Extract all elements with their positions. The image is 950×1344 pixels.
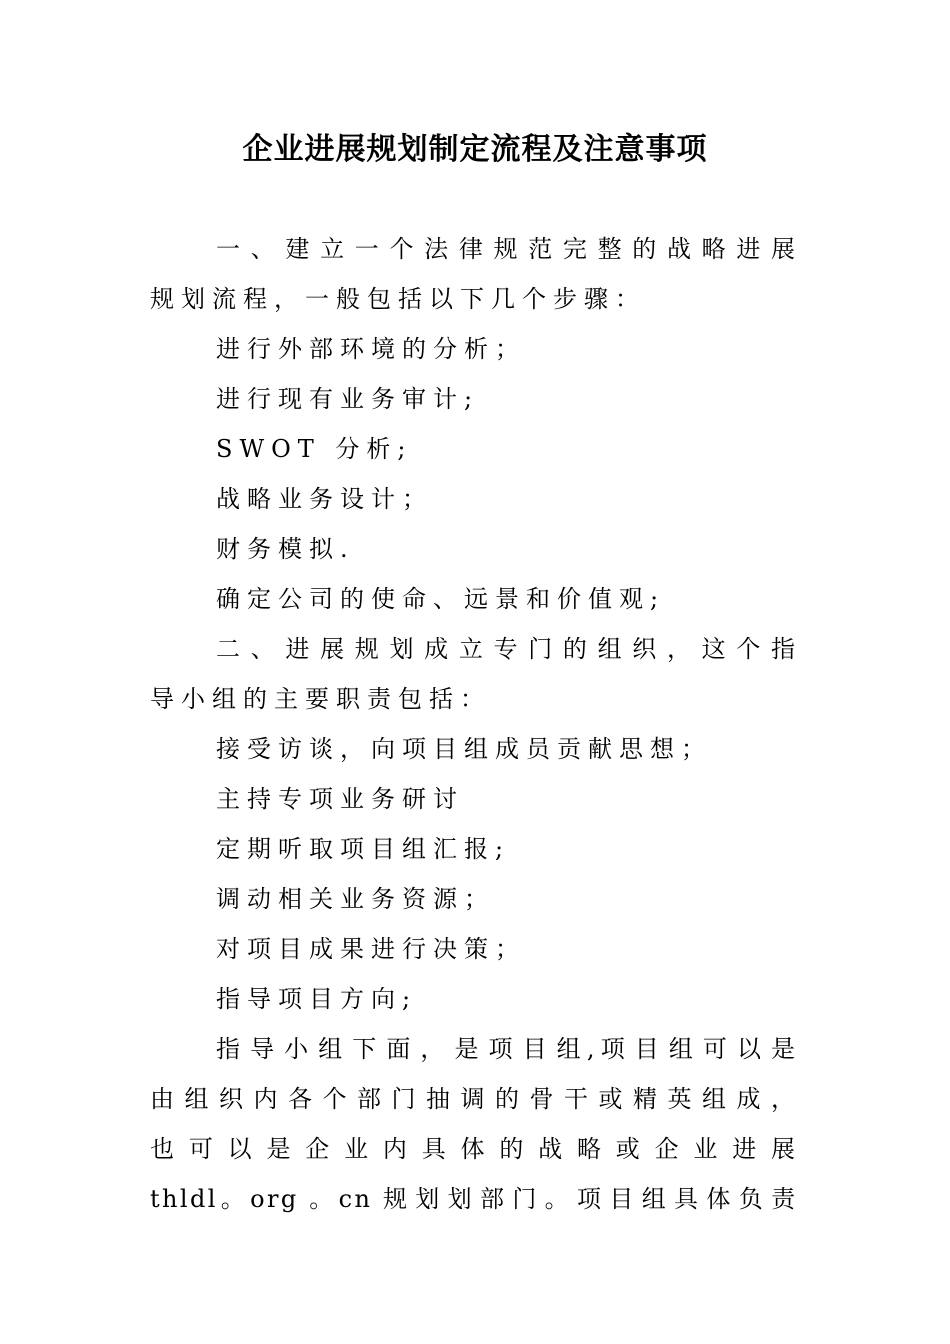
list-item: 战略业务设计； [216,485,433,513]
paragraph-line: 二 、 进 展 规 划 成 立 专 门 的 组 织 ， 这 个 指 [216,635,795,663]
paragraph-line: t h l d l 。 o r g 。 c n 规 划 划 部 门 。 项 目 组 具 体 负 责 [150,1185,795,1213]
document-body [150,224,795,1224]
list-item: 进行现有业务审计; [216,385,480,413]
paragraph-line: 导小组的主要职责包括： [150,685,491,713]
list-item: 对项目成果进行决策； [216,935,526,963]
paragraph-line: 由 组 织 内 各 个 部 门 抽 调 的 骨 干 或 精 英 组 成 ， [150,1085,795,1113]
paragraph-line: 指 导 小 组 下 面 ， 是 项 目 组 , 项 目 组 可 以 是 [216,1035,795,1063]
list-item: 定期听取项目组汇报; [216,835,511,863]
list-item: SWOT 分析; [216,435,413,463]
list-item: 接受访谈，向项目组成员贡献思想； [216,735,712,763]
paragraph-line: 一 、 建 立 一 个 法 律 规 范 完 整 的 战 略 进 展 [216,235,795,263]
list-item: 财务模拟. [216,535,355,563]
list-item: 指导项目方向; [216,985,418,1013]
list-item: 主持专项业务研讨 [216,785,464,813]
paragraph-line: 也 可 以 是 企 业 内 具 体 的 战 略 或 企 业 进 展 [150,1135,795,1163]
page-title: 企业进展规划制定流程及注意事项 [242,132,708,167]
list-item: 调动相关业务资源； [216,885,495,913]
list-item: 确定公司的使命、远景和价值观; [216,585,666,613]
paragraph-line: 规划流程，一般包括以下几个步骤： [150,285,646,313]
list-item: 进行外部环境的分析； [216,335,526,363]
